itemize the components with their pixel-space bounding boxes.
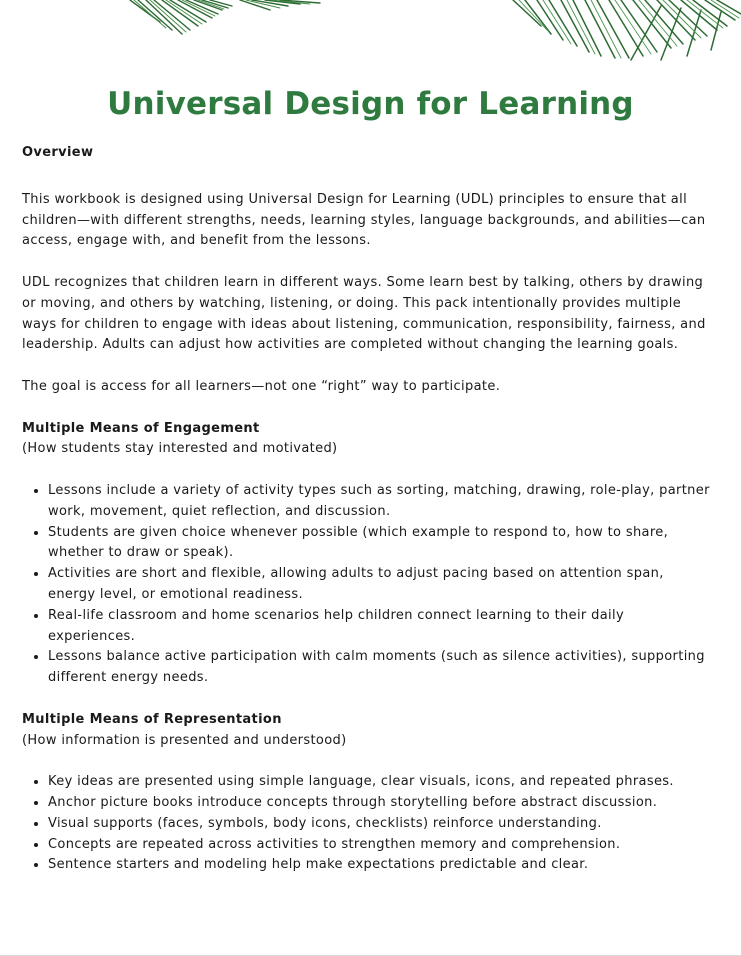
representation-list (22, 772, 712, 876)
list-item: • Visual supports (faces, symbols, body icons, checklists) reinforce understanding. (48, 814, 712, 835)
pine-branch-decoration-left (120, 0, 340, 40)
list-item: • Lessons include a variety of activity types such as sorting, matching, drawing, role-play, partner work, movement, quiet reflection, and discussion. (48, 481, 712, 523)
engagement-subtitle: (How students stay interested and motivated) (22, 441, 338, 457)
overview-paragraph: UDL recognizes that children learn in different ways. Some learn best by talking, others by drawing or moving, and others by watching, listening, or doing. This pack intentionally provides multiple ways for children to engage with ideas about listening, communication, responsibility, fairness, and leadership. Adults can adjust how activities are completed without changing the learning goals. (22, 274, 706, 353)
list-item: • Students are given choice whenever possible (which example to respond to, how to share, whether to draw or speak). (48, 523, 712, 565)
list-item: • Lessons balance active participation with calm moments (such as silence activities), supporting different energy needs. (48, 647, 712, 689)
overview-paragraph: The goal is access for all learners—not one “right” way to participate. (22, 378, 501, 394)
overview-heading: Overview (22, 145, 94, 160)
engagement-heading: Multiple Means of Engagement (22, 420, 260, 436)
list-item: • Sentence starters and modeling help make expectations predictable and clear. (48, 855, 712, 876)
page-title: Universal Design for Learning (107, 86, 634, 122)
representation-heading: Multiple Means of Representation (22, 711, 282, 727)
engagement-list (22, 481, 712, 689)
list-item: • Key ideas are presented using simple language, clear visuals, icons, and repeated phrases. (48, 772, 712, 793)
list-item: • Concepts are repeated across activities to strengthen memory and comprehension. (48, 835, 712, 856)
overview-paragraph: This workbook is designed using Universal Design for Learning (UDL) principles to ensure that all children—with different strengths, needs, learning styles, language backgrounds, and abilities—can access, engage with, and benefit from the lessons. (22, 191, 706, 249)
pine-branch-decoration-right (511, 0, 741, 62)
list-item: • Anchor picture books introduce concepts through storytelling before abstract discussion. (48, 793, 712, 814)
document-body (22, 143, 712, 897)
list-item: • Real-life classroom and home scenarios help children connect learning to their daily experiences. (48, 606, 712, 648)
representation-subtitle: (How information is presented and understood) (22, 732, 347, 748)
list-item: • Activities are short and flexible, allowing adults to adjust pacing based on attention span, energy level, or emotional readiness. (48, 564, 712, 606)
